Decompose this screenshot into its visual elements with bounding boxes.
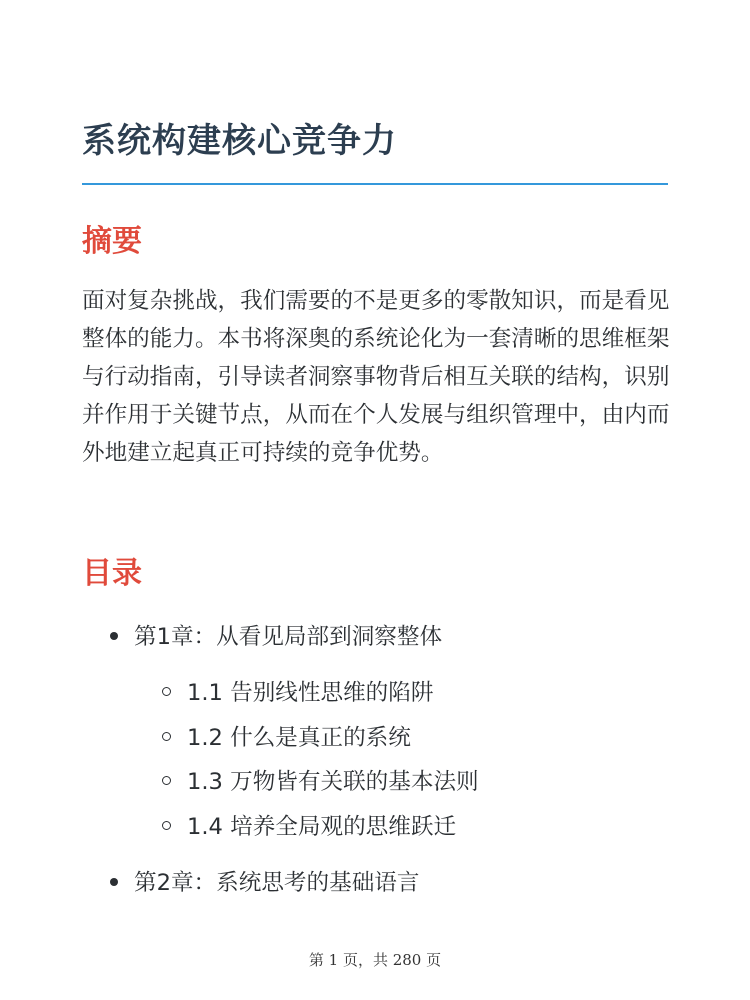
abstract-paragraph: 面对复杂挑战，我们需要的不是更多的零散知识，而是看见整体的能力。本书将深奥的系统论化为一套清晰的思维框架与行动指南，引导读者洞察事物背后相互关联的结构，识别并作用于关键节点，从而在个人发展与组织管理中，由内而外地建立起真正可持续的竞争优势。 [82,288,670,466]
circle-bullet-icon [162,687,171,696]
circle-bullet-icon [162,821,171,830]
abstract-heading: 摘要 [82,224,142,259]
toc-heading: 目录 [82,556,142,591]
toc-chapter-1 [110,620,442,654]
toc-section-label: 1.3 万物皆有关联的基本法则 [187,769,479,795]
toc-section-label: 1.2 什么是真正的系统 [187,725,411,751]
circle-bullet-icon [162,732,171,741]
circle-bullet-icon [162,776,171,785]
page-footer: 第 1 页，共 280 页 [308,951,442,969]
title-divider [82,183,668,185]
toc-section-label: 1.4 培养全局观的思维跃迁 [187,814,457,840]
toc-chapter-2 [110,866,420,900]
toc-chapter-label: 第1章：从看见局部到洞察整体 [134,624,443,650]
bullet-icon [110,878,118,886]
toc-section-label: 1.1 告别线性思维的陷阱 [187,680,434,706]
bullet-icon [110,632,118,640]
toc-section-1-2 [162,721,411,755]
toc-section-1-1 [162,676,433,710]
toc-section-1-4 [162,810,456,844]
document-title: 系统构建核心竞争力 [82,121,397,161]
toc-chapter-label: 第2章：系统思考的基础语言 [134,870,420,896]
toc-section-1-3 [162,765,479,799]
